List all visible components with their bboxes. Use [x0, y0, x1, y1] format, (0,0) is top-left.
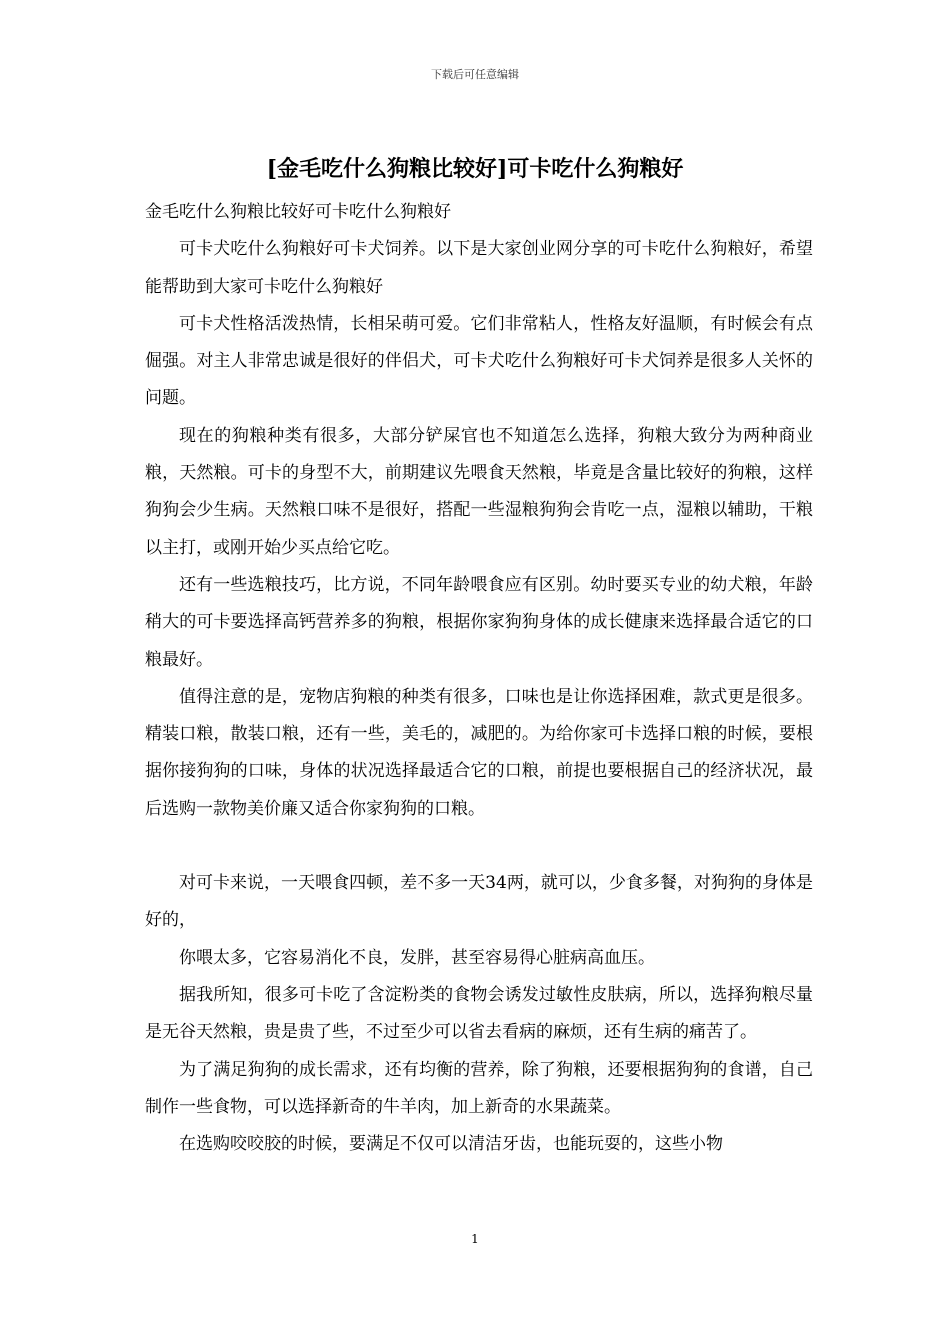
paragraph: 可卡犬性格活泼热情，长相呆萌可爱。它们非常粘人，性格友好温顺，有时候会有点倔强。对主人非常忠诚是很好的伴侣犬，可卡犬吃什么狗粮好可卡犬饲养是很多人关怀的问题。: [145, 313, 813, 409]
paragraph: 为了满足狗狗的成长需求，还有均衡的营养，除了狗粮，还要根据狗狗的食谱，自己制作一些食物，可以选择新奇的牛羊肉，加上新奇的水果蔬菜。: [145, 1059, 813, 1117]
paragraph: 你喂太多，它容易消化不良，发胖，甚至容易得心脏病高血压。: [179, 947, 655, 968]
header-note: 下载后可任意编辑: [431, 68, 519, 81]
paragraph: 据我所知，很多可卡吃了含淀粉类的食物会诱发过敏性皮肤病，所以，选择狗粮尽量是无谷天然粮，贵是贵了些，不过至少可以省去看病的麻烦，还有生病的痛苦了。: [145, 984, 813, 1043]
paragraph: 值得注意的是，宠物店狗粮的种类有很多，口味也是让你选择困难，款式更是很多。精装口粮，散装口粮，还有一些，美毛的，减肥的。为给你家可卡选择口粮的时候，要根据你接狗狗的口味，身体的状况选择最适合它的口粮，前提也要根据自己的经济状况，最后选购一款物美价廉又适合你家狗狗的口粮。: [145, 686, 813, 819]
paragraph: 对可卡来说，一天喂食四顿，差不多一天34两，就可以，少食多餐，对狗狗的身体是好的，: [145, 873, 813, 931]
blank-line: [145, 828, 813, 865]
paragraph: 现在的狗粮种类有很多，大部分铲屎官也不知道怎么选择，狗粮大致分为两种商业粮，天然粮。可卡的身型不大，前期建议先喂食天然粮，毕竟是含量比较好的狗粮，这样狗狗会少生病。天然粮口味不是很好，搭配一些湿粮狗狗会肯吃一点，湿粮以辅助，干粮以主打，或刚开始少买点给它吃。: [145, 425, 813, 558]
paragraph: 可卡犬吃什么狗粮好可卡犬饲养。以下是大家创业网分享的可卡吃什么狗粮好，希望能帮助到大家可卡吃什么狗粮好: [145, 239, 813, 297]
paragraph: 还有一些选粮技巧，比方说，不同年龄喂食应有区别。幼时要买专业的幼犬粮，年龄稍大的可卡要选择高钙营养多的狗粮，根据你家狗狗身体的成长健康来选择最合适它的口粮最好。: [145, 574, 813, 670]
document-title: [金毛吃什么狗粮比较好]可卡吃什么狗粮好: [266, 156, 684, 182]
document-body: [145, 194, 813, 1163]
paragraph: 在选购咬咬胶的时候，要满足不仅可以清洁牙齿，也能玩耍的，这些小物: [179, 1134, 723, 1155]
page-number: 1: [471, 1232, 479, 1246]
document-subtitle: 金毛吃什么狗粮比较好可卡吃什么狗粮好: [145, 202, 451, 222]
